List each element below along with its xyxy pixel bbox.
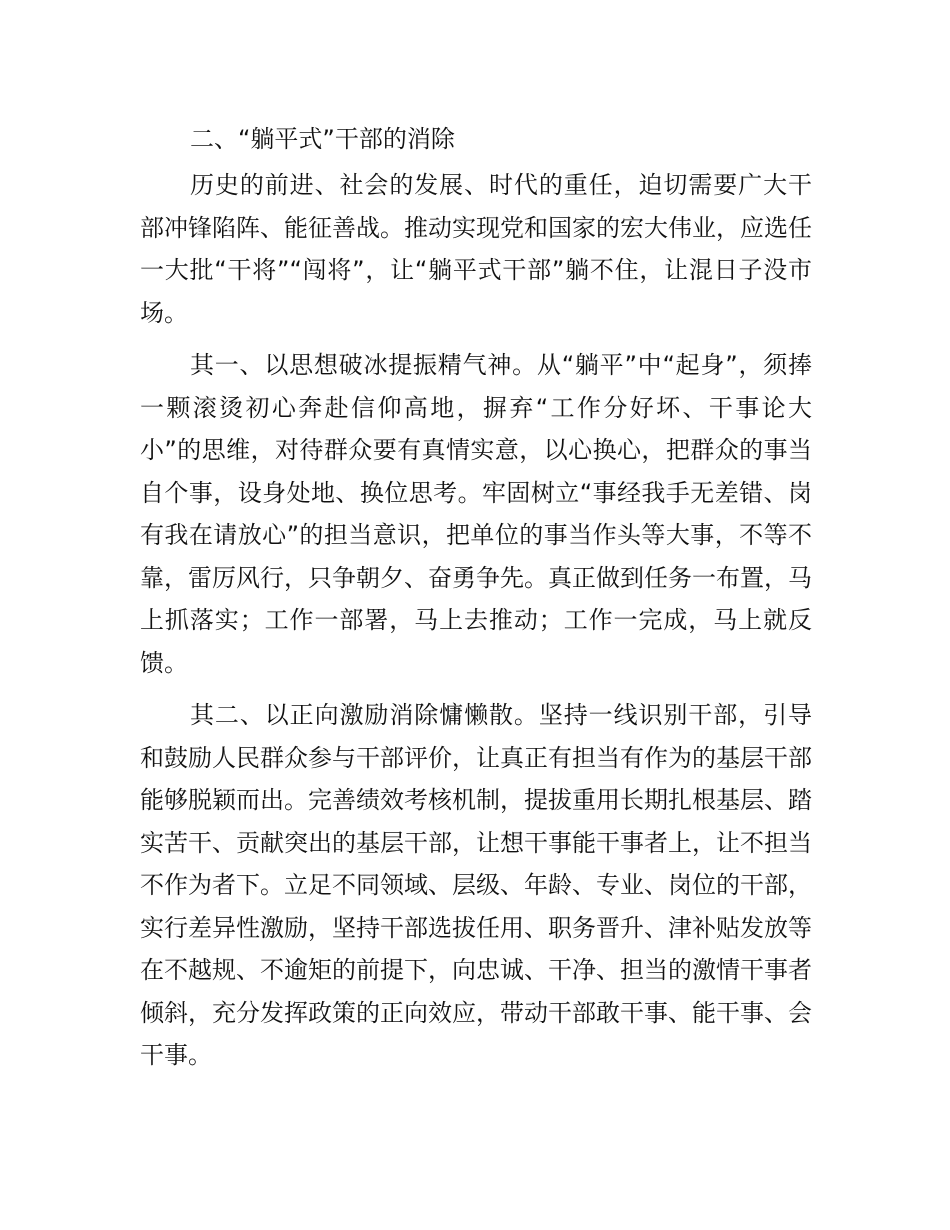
paragraph-intro: 历史的前进、社会的发展、时代的重任，迫切需要广大干部冲锋陷阵、能征善战。推动实现党和国家的宏大伟业，应选任一大批“干将”“闯将”，让“躺平式干部”躺不住，让混日子没市场。 [140,171,812,327]
document-body [140,118,812,1077]
paragraph-point-one: 其一、以思想破冰提振精气神。从“躺平”中“起身”，须捧一颗滚烫初心奔赴信仰高地，摒弃“工作分好坏、干事论大小”的思维，对待群众要有真情实意，以心换心，把群众的事当自个事，设身处地、换位思考。牢固树立“事经我手无差错、岗有我在请放心”的担当意识，把单位的事当作头等大事，不等不靠，雷厉风行，只争朝夕、奋勇争先。真正做到任务一布置，马上抓落实；工作一部署，马上去推动；工作一完成，马上就反馈。 [140,351,812,677]
section-heading: 二、“躺平式”干部的消除 [190,125,455,153]
paragraph-point-two: 其二、以正向激励消除慵懒散。坚持一线识别干部，引导和鼓励人民群众参与干部评价，让真正有担当有作为的基层干部能够脱颖而出。完善绩效考核机制，提拔重用长期扎根基层、踏实苦干、贡献突出的基层干部，让想干事能干事者上，让不担当不作为者下。立足不同领域、层级、年龄、专业、岗位的干部，实行差异性激励，坚持干部选拔任用、职务晋升、津补贴发放等在不越规、不逾矩的前提下，向忠诚、干净、担当的激情干事者倾斜，充分发挥政策的正向效应，带动干部敢干事、能干事、会干事。 [140,701,812,1069]
